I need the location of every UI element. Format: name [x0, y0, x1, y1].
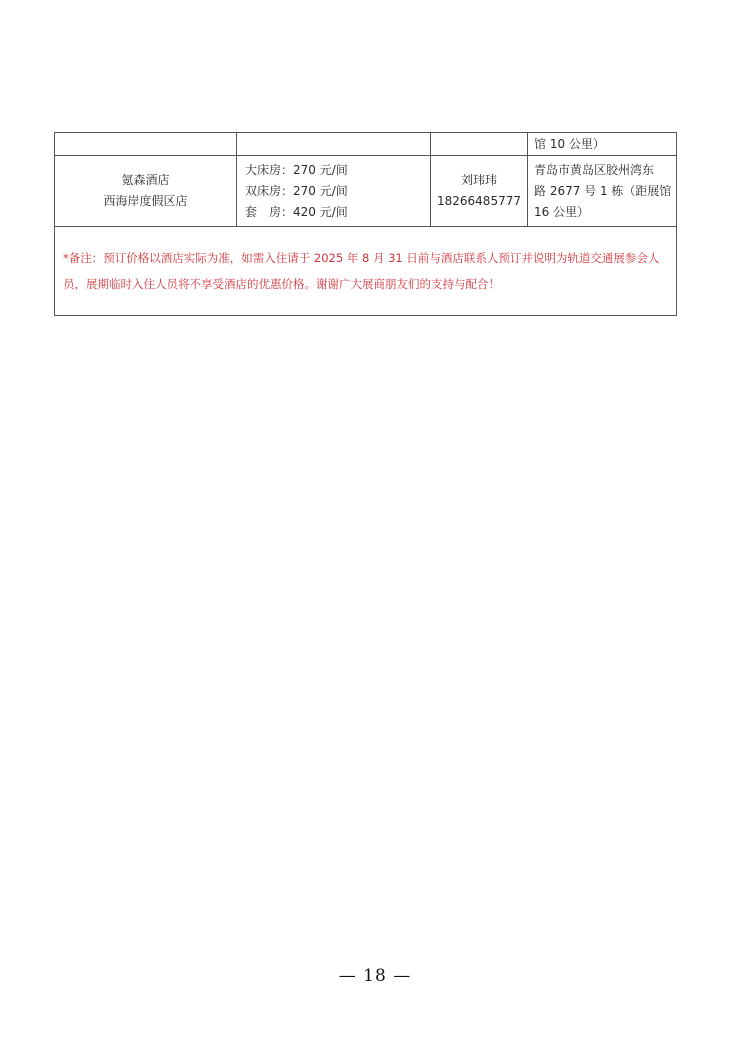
address-line: 路 2677 号 1 栋（距展馆: [534, 183, 672, 198]
hotel-name-line2: 西海岸度假区店: [103, 194, 188, 208]
table-row: [55, 133, 677, 156]
table-cell-empty: [237, 133, 431, 156]
booking-note: *备注：预订价格以酒店实际为准，如需入住请于 2025 年 8 月 31 日前与酒店联系人预订并说明为轨道交通展参会人员，展期临时入住人员将不享受酒店的优惠价格。谢谢广大展商朋友们的支持与配合！: [55, 227, 677, 316]
address-cell: [528, 156, 677, 227]
page-number: — 18 —: [338, 966, 412, 986]
room-price-line: 双床房：270 元/间: [245, 183, 348, 198]
table-cell-empty: [55, 133, 237, 156]
address-line: 16 公里）: [534, 204, 590, 219]
hotel-name-cell: [55, 156, 237, 227]
address-line: 青岛市黄岛区胶州湾东: [534, 162, 655, 177]
room-price-line: 套 房：420 元/间: [245, 204, 348, 219]
contact-phone: 18266485777: [437, 194, 521, 208]
address-tail-cell: [528, 133, 677, 156]
table-row: [55, 227, 677, 316]
contact-name: 刘玮玮: [460, 173, 497, 187]
address-tail-text: 馆 10 公里）: [534, 136, 605, 151]
table-cell-empty: [431, 133, 528, 156]
hotel-name-line1: 氪森酒店: [121, 173, 170, 187]
room-price-line: 大床房：270 元/间: [245, 162, 348, 177]
hotel-table: [54, 132, 677, 316]
room-prices-cell: [237, 156, 431, 227]
table-row: [55, 156, 677, 227]
contact-cell: [431, 156, 528, 227]
